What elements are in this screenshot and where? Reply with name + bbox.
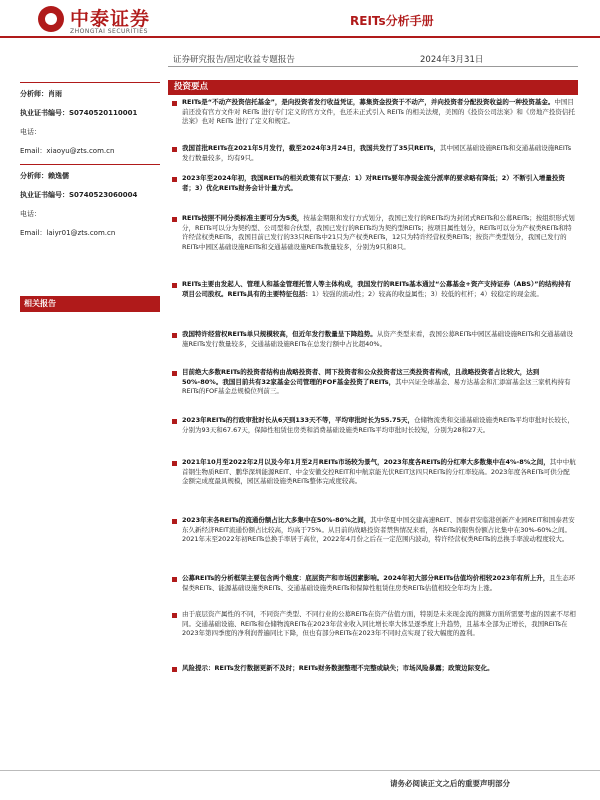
header-divider <box>0 36 600 38</box>
highlight-paragraph: REITs是“不动产投资信托基金”，是向投资者发行收益凭证，募集资金投资于不动产，并向投资者分配投资收益的一种投资基金。中国目前还没有官方文件对 REITs 进行专门定义的官方文件，也还未正式引入 REITs 的相关法规，美国的《投资公司法案》和《房地产投资信托法案》也对 REITs 进行了定义和规定。 <box>172 98 576 127</box>
bullet-icon <box>172 333 177 338</box>
analyst-sidebar <box>20 82 160 246</box>
analyst-1-cert: S0740520110001 <box>69 109 138 117</box>
subtitle-divider <box>168 66 578 67</box>
logo-mark-icon <box>38 6 64 32</box>
highlight-paragraph: 我国首批REITs在2021年5月发行，截至2024年3月24日，我国共发行了35只REITs，其中园区基础设施REITs和交通基础设施REITs发行数量较多，均有9只。 <box>172 144 576 163</box>
footer-disclaimer: 请务必阅读正文之后的重要声明部分 <box>390 779 510 788</box>
company-logo <box>38 4 168 38</box>
highlight-paragraph: 公募REITs的分析框架主要包含两个维度：底层资产和市场因素影响。2024年初大部分REITs估值均价相较2023年有所上升，且生态环保类REITs、能源基础设施类REITs、交通基础设施类REITs和保障性租赁住房类REITs估值相较全年均为上涨。 <box>172 574 576 593</box>
bullet-icon <box>172 283 177 288</box>
analyst-2-cert-row: 执业证书编号：S0740523060004 <box>20 191 138 199</box>
analyst-2-email[interactable]: laiyr01@zts.com.cn <box>46 229 116 237</box>
highlight-paragraph: 2023年至2024年初，我国REITs的相关政策有以下要点：1）对REITs要年净现金流分派率的要求略有降低；2）不断引入增量投资者；3）优化REITs财务会计计量方式。 <box>172 174 576 193</box>
highlight-paragraph: 由于底层资产属性的不同，不同资产类型、不同行业的公募REITs在资产估值方面，特别是未来现金流的测算方面所需要考虑的因素不尽相同。交通基础设施、REITs和仓储物流REITs在2023年营业收入同比增长率大体呈逐季度上升趋势，且基本全部为正增长，我国REITs在2023年第四季度的净利润普遍同比下降，但也有部分REITs在2023年不同时点实现了较大幅度的盈利。 <box>172 610 576 639</box>
analyst-1-tel-row: 电话： <box>20 128 41 136</box>
analyst-1-email-row: Email：xiaoyu@zts.com.cn <box>20 147 115 155</box>
highlight-paragraph: 我国特许经营权REITs单只规模较高，但近年发行数量呈下降趋势。从资产类型来看，我国公募REITs中园区基础设施REITs和交通基础设施REITs发行数量较多，交通基础设施REITs在总发行额中占比超40%。 <box>172 330 576 349</box>
report-date: 2024年3月31日 <box>420 55 484 65</box>
bullet-icon <box>172 217 177 222</box>
footer-divider <box>0 770 600 771</box>
analyst-1-name-row: 分析师：肖雨 <box>20 90 62 98</box>
analyst-1-cert-row: 执业证书编号：S0740520110001 <box>20 109 138 117</box>
highlight-paragraph: 2023年末各REITs的流通份额占比大多集中在50%-80%之间，其中华夏中国交建高速REIT、国泰君安临港创新产业园REIT和国泰君安东久新经济REIT流通份额占比较高，均高于75%。从目前的战略投资者禁售情况来看，各REITs的限售份额占比集中在30%-60%之间。2021年末至2022年初REITs总换手率居于高位，2022年4月份之后在一定范围内波动，特许经营权类REITs的总换手率波动程度较大。 <box>172 516 576 545</box>
analyst-2-tel-row: 电话： <box>20 210 41 218</box>
highlight-paragraph: 2021年10月至2022年2月以及今年1月至2月REITs市场较为景气，2023年度各REITs的分红率大多数集中在4%-8%之间，其中中航首钢生物质REIT、鹏华深圳能源REIT、中金安徽交控REIT和中航京能光伏REIT这四只REITs的分红率较高。2023年度各REITs可供分配金额完成度最具规模，园区基础设施类REITs整体完成度较高。 <box>172 458 576 487</box>
bullet-icon <box>172 101 177 106</box>
analyst-2-email-row: Email：laiyr01@zts.com.cn <box>20 229 116 237</box>
sidebar-rule <box>20 164 160 165</box>
bullet-icon <box>172 667 177 672</box>
highlight-paragraph: 2023年REITs的行政审批时长从6天到133天不等，平均审批时长为55.75天，仓储物流类和交通基础设施类REITs平均审批时长较长，分别为93天和67.67天，保障性租赁住房类和消费基础设施类REITs平均审批时长较短，分别为28和27天。 <box>172 416 576 435</box>
logo-cn-text: 中泰证券 <box>70 8 151 30</box>
logo-en-text: ZHONGTAI SECURITIES <box>70 28 148 35</box>
bullet-icon <box>172 519 177 524</box>
highlight-paragraph: 风险提示：REITs发行数据更新不及时；REITs财务数据整理不完整或缺失；市场风险暴露；政策边际变化。 <box>172 664 576 674</box>
highlight-paragraph: REITs主要由发起人、管理人和基金管理托管人等主体构成，我国发行的REITs基本通过“公募基金+资产支持证券（ABS）”的结构持有项目公司股权。REITs具有的主要特征包括：1）较强的流动性；2）较高的收益属性；3）较低的杠杆；4）较稳定的现金流。 <box>172 280 576 299</box>
analyst-1-email[interactable]: xiaoyu@zts.com.cn <box>46 147 115 155</box>
bullet-icon <box>172 613 177 618</box>
report-series-title: REITs分析手册 <box>350 14 434 28</box>
analyst-2-cert: S0740523060004 <box>69 191 138 199</box>
bullet-icon <box>172 147 177 152</box>
analyst-2-name: 赖逸儒 <box>48 172 69 180</box>
bullet-icon <box>172 461 177 466</box>
bullet-icon <box>172 577 177 582</box>
bullet-icon <box>172 371 177 376</box>
bullet-icon <box>172 177 177 182</box>
highlight-paragraph: 目前绝大多数REITs的投资者结构由战略投资者、网下投资者和公众投资者这三类投资者构成，且战略投资者占比较大，达到50%-80%。我国目前共有32家基金公司管理的FOF基金投资了REITs，其中兴证全球基金、易方达基金和汇添富基金这三家机构持有REITs的FOF基金总规模位列前三。 <box>172 368 576 397</box>
sidebar-rule <box>20 82 160 83</box>
investment-highlights-header: 投资要点 <box>168 80 578 95</box>
bullet-icon <box>172 419 177 424</box>
related-reports-header: 相关报告 <box>20 296 160 312</box>
report-subtitle: 证券研究报告/固定收益专题报告 <box>173 55 295 65</box>
analyst-1-name: 肖雨 <box>48 90 62 98</box>
analyst-2-name-row: 分析师：赖逸儒 <box>20 172 69 180</box>
highlight-paragraph: REITs按照不同分类标准主要可分为5类，按基金期限和发行方式划分，我国已发行的REITs均为封闭式REITs和公募REITs；按组织形式划分，REITs可以分为契约型、公司型和合伙型，我国已发行的REITs均为契约型REITs；按项目属性划分，REITs可以分为产权类REITs和特许经营权类REITs，我国目前已发行的33只REITs中21只为产权类REITs，12只为特许经营权类REITs；按资产类型划分，我国已发行的REITs中园区基础设施REITs和交通基础设施REITs数量较多，分别为9只和8只。 <box>172 214 576 253</box>
